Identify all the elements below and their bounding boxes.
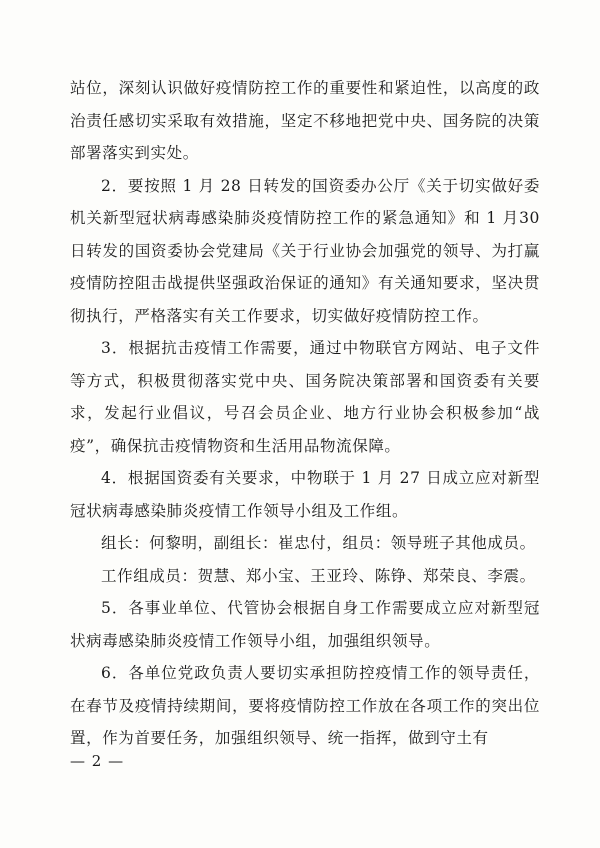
paragraph-1: 站位，深刻认识做好疫情防控工作的重要性和紧迫性，以高度的政治责任感切实采取有效措施，坚定不移地把党中央、国务院的决策部署落实到实处。	[70, 79, 540, 162]
paragraph-4: 4．根据国资委有关要求，中物联于 1 月 27 日成立应对新型冠状病毒感染肺炎疫情工作领导小组及工作组。	[70, 469, 540, 520]
paragraph-3: 3．根据抗击疫情工作需要，通过中物联官方网站、电子文件等方式，积极贯彻落实党中央、国务院决策部署和国资委有关要求，发起行业倡议，号召会员企业、地方行业协会积极参加“战疫”，确保抗击疫情物资和生活用品物流保障。	[70, 339, 540, 455]
paragraph-6: 6．各单位党政负责人要切实承担防控疫情工作的领导责任，在春节及疫情持续期间，要将疫情防控工作放在各项工作的突出位置，作为首要任务，加强组织领导、统一指挥，做到守土有	[70, 664, 540, 747]
paragraph-working-group: 工作组成员：贺慧、郑小宝、王亚玲、陈铮、郑荣良、李震。	[101, 566, 536, 585]
paragraph-leader-list: 组长：何黎明，副组长：崔忠付，组员：领导班子其他成员。	[101, 534, 536, 552]
document-body	[70, 72, 540, 755]
paragraph-5: 5．各事业单位、代管协会根据自身工作需要成立应对新型冠状病毒感染肺炎疫情工作领导小组，加强组织领导。	[70, 599, 540, 650]
page-number: — 2 —	[70, 752, 125, 770]
paragraph-2: 2．要按照 1 月 28 日转发的国资委办公厅《关于切实做好委机关新型冠状病毒感染肺炎疫情防控工作的紧急通知》和 1 月30日转发的国资委协会党建局《关于行业协会加强党的领导、为打赢疫情防控阻击战提供坚强政治保证的通知》有关通知要求，坚决贯彻执行，严格落实有关工作要求，切实做好疫情防控工作。	[70, 176, 540, 325]
